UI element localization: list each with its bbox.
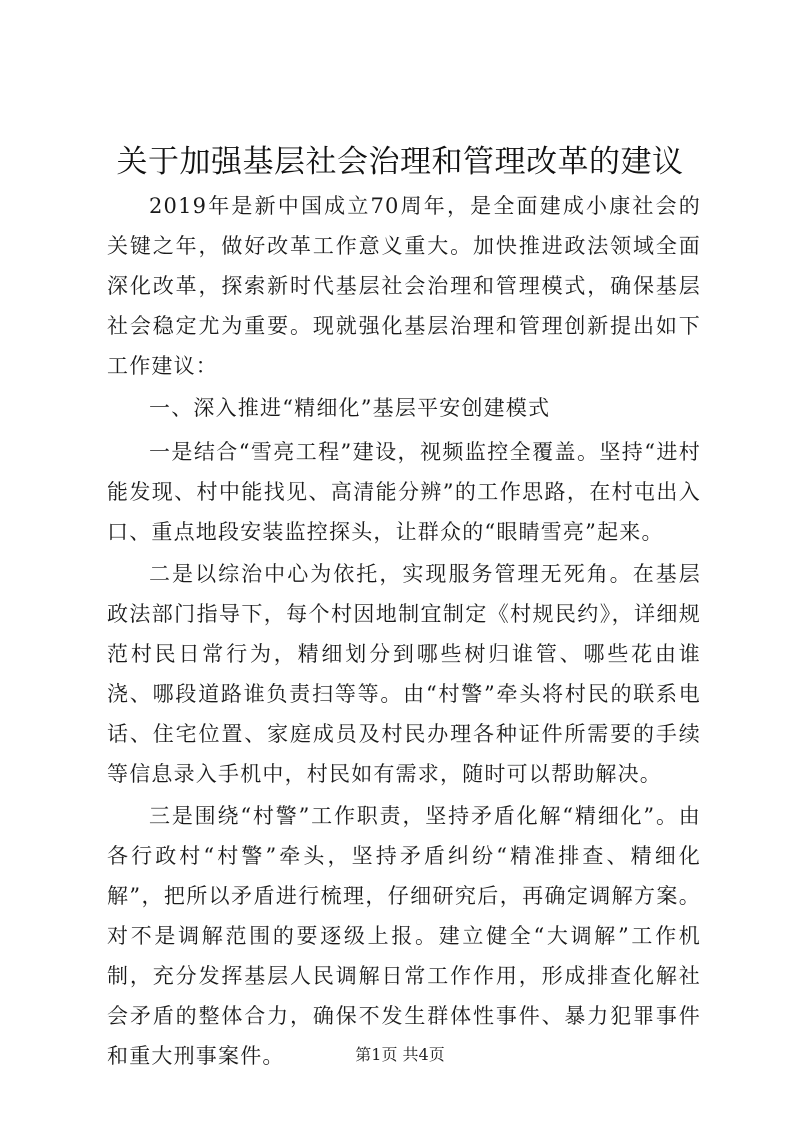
page-footer: 第1页 共4页 <box>355 1045 445 1064</box>
point-two-paragraph: 二是以综治中心为依托，实现服务管理无死角。在基层政法部门指导下，每个村因地制宜制定《村规民约》，详细规范村民日常行为，精细划分到哪些树归谁管、哪些花由谁浇、哪段道路谁负责扫等等。由“村警”牵头将村民的联系电话、住宅位置、家庭成员及村民办理各种证件所需要的手续等信息录入手机中，村民如有需求，随时可以帮助解决。 <box>107 562 701 786</box>
section-heading: 一、深入推进“精细化”基层平安创建模式 <box>149 396 551 420</box>
document-title: 关于加强基层社会治理和管理改革的建议 <box>116 144 684 180</box>
intro-paragraph: 2019年是新中国成立70周年，是全面建成小康社会的关键之年，做好改革工作意义重大。加快推进政法领域全面深化改革，探索新时代基层社会治理和管理模式，确保基层社会稳定尤为重要。现就强化基层治理和管理创新提出如下工作建议： <box>107 194 701 378</box>
document-body <box>107 186 701 1078</box>
point-three-paragraph: 三是围绕“村警”工作职责，坚持矛盾化解“精细化”。由各行政村“村警”牵头，坚持矛盾纠纷“精准排查、精细化解”，把所以矛盾进行梳理，仔细研究后，再确定调解方案。对不是调解范围的要逐级上报。建立健全“大调解”工作机制，充分发挥基层人民调解日常工作作用，形成排查化解社会矛盾的整体合力，确保不发生群体性事件、暴力犯罪事件和重大刑事案件。 <box>107 804 701 1068</box>
point-one-paragraph: 一是结合“雪亮工程”建设，视频监控全覆盖。坚持“进村能发现、村中能找见、高清能分辨”的工作思路，在村屯出入口、重点地段安装监控探头，让群众的“眼睛雪亮”起来。 <box>107 440 701 544</box>
